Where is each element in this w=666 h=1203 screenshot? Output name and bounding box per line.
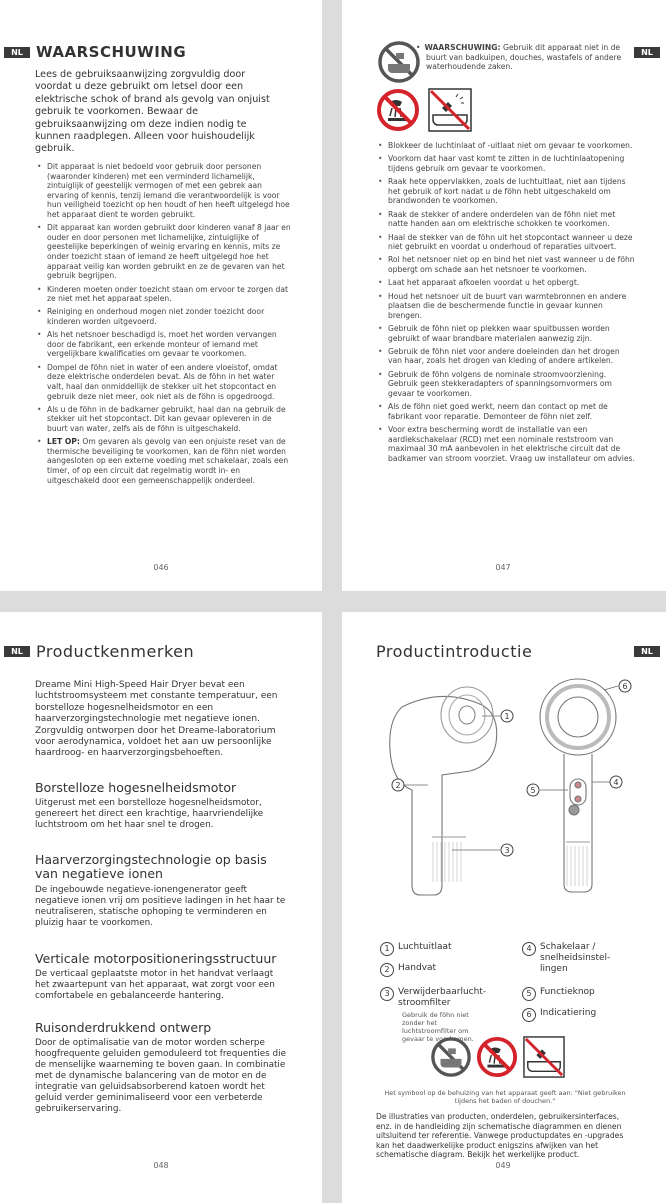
legend-label: Functieknop [540, 987, 595, 997]
legend-number: 5 [522, 987, 536, 1001]
page-number: 046 [153, 563, 169, 572]
safety-list [376, 141, 636, 467]
legend-number: 6 [522, 1008, 536, 1022]
no-bath-use-icon [377, 40, 421, 84]
disclaimer: De illustraties van producten, onderdelen, gebruikersinterfaces, enz. in de handleiding zijn schematische diagrammen en dienen uitsluitend ter referentie. Vanwege productupdates en -upgrades kan het daadwerkelijke product enigszins afwijken van het schematische diagram. Bekijk het werkelijke product. [376, 1112, 624, 1160]
warning-item [35, 307, 293, 326]
warning-item [35, 162, 293, 220]
legend-item [380, 987, 490, 1043]
warning-item-text: Kinderen moeten onder toezicht staan om ervoor te zorgen dat ze niet met het apparaat spelen. [47, 284, 288, 304]
page-title: WAARSCHUWING [36, 43, 187, 61]
legend-label: Handvat [398, 963, 437, 973]
warning-item-text: Dit apparaat is niet bedoeld voor gebruik door personen (waaronder kinderen) met een verminderd lichamelijk, zintuiglijk of geestelijk vermogen of met een gebrek aan ervaring of kennis, tenzij iemand die verantwoordelijk is voor hun veiligheid toezicht op hen houdt of hen heeft uitgelegd hoe het apparaat dient te worden gebruikt. [47, 162, 290, 219]
intro-text: Lees de gebruiksaanwijzing zorgvuldig door voordat u deze gebruikt om letsel door een elektrische schok of brand als gevolg van onjuist gebruik te voorkomen. Bewaar de gebruiksaanwijzing om deze indien nodig te kunnen raadplegen. Alleen voor huishoudelijk gebruik. [35, 69, 270, 155]
page-title: Productintroductie [376, 642, 533, 661]
no-shower-use-icon [376, 88, 420, 132]
bath-warning: • WAARSCHUWING: Gebruik dit apparaat niet in de buurt van badkuipen, douches, wastafels of andere waterhoudende zaken. [416, 43, 622, 72]
callout-2 [392, 779, 404, 791]
callout-number: 3 [504, 846, 510, 855]
warning-item [35, 363, 293, 401]
legend-item [380, 942, 480, 956]
legend-number: 3 [380, 987, 394, 1001]
no-bathtub-dryer-icon [428, 88, 472, 132]
page-049 [342, 612, 664, 1203]
section-heading: Ruisonderdrukkend ontwerp [35, 1020, 212, 1035]
legend-item [522, 1008, 622, 1022]
page-046 [0, 0, 322, 591]
callout-number: 6 [622, 682, 628, 691]
legend-label: Luchtuitlaat [398, 942, 452, 952]
legend-number: 4 [522, 942, 536, 956]
no-bathtub-dryer-icon [523, 1036, 565, 1078]
safety-item: • Rol het netsnoer niet op en bind het niet vast wanneer u de föhn opbergt om schade aan het netsnoer te voorkomen. [376, 255, 636, 274]
section-text: Uitgerust met een borstelloze hogesnelheidsmotor, genereert het direct een krachtige, haarvriendelijke luchtstroom om het haar snel te drogen. [35, 798, 264, 830]
warning-item [35, 437, 293, 485]
safety-item: • Voor extra bescherming wordt de installatie van een aardlekschakelaar (RCD) met een nominale reststroom van maximaal 30 mA aanbevolen in het elektrische circuit dat de badkamer van stroom voorziet. Vraag uw installateur om advies. [376, 425, 636, 463]
page-number: 047 [495, 563, 511, 572]
callout-1 [501, 710, 513, 722]
callout-number: 2 [395, 781, 401, 790]
safety-item: • Voorkom dat haar vast komt te zitten in de luchtinlaatopening tijdens gebruik om gevaar te voorkomen. [376, 154, 636, 173]
warning-item-text: Reiniging en onderhoud mogen niet zonder toezicht door kinderen worden uitgevoerd. [47, 307, 265, 326]
language-tag: NL [634, 47, 660, 58]
section-heading: Verticale motorpositioneringsstructuur [35, 951, 277, 966]
section-heading: Borstelloze hogesnelheidsmotor [35, 780, 237, 795]
warning-item [35, 285, 293, 304]
legend-label: Verwijderbaarlucht-stroomfilter [398, 987, 487, 1008]
warning-item-lead: LET OP: [47, 437, 80, 447]
warning-item-text: Dit apparaat kan worden gebruikt door kinderen vanaf 8 jaar en ouder en door personen met lichamelijke, zintuiglijke of geestelijke beperkingen of weinig ervaring en kennis, mits ze onder toezicht staan of iemand ze heeft uitgelegd hoe het apparaat veilig kan worden gebruikt en ze de gevaren van het gebruik begrijpen. [47, 223, 291, 281]
section-text: De ingebouwde negatieve-ionengenerator geeft negatieve ionen vrij om positieve ladingen in het haar te neutraliseren, statische ophoping te verminderen en pluizig haar te voorkomen. [35, 885, 286, 928]
callout-number: 4 [613, 778, 619, 787]
safety-item: • Laat het apparaat afkoelen voordat u het opbergt. [376, 278, 636, 288]
legend-item [522, 942, 622, 975]
legend-label: Schakelaar / snelheidsinstel-lingen [540, 942, 611, 974]
hair-dryer-diagram [342, 672, 664, 942]
warning-item-text: Als het netsnoer beschadigd is, moet het worden vervangen door de fabrikant, een erkende monteur of iemand met vergelijkbare kwalificaties om gevaar te voorkomen. [47, 330, 277, 359]
dryer-side-view [390, 687, 497, 895]
dryer-front-view [540, 679, 619, 892]
safety-item: • Haal de stekker van de föhn uit het stopcontact wanneer u deze niet gebruikt en voordat u onderhoud of reparaties uitvoert. [376, 233, 636, 252]
legend-item [522, 987, 622, 1001]
intro-text: Dreame Mini High-Speed Hair Dryer bevat een luchtstroomsysteem met constante temperatuur, een borstelloze hogesnelheidsmotor en een haarverzorgingstechnologie met negatieve ionen. Zorgvuldig ontworpen door het Dreame-laboratorium voor aerodynamica, voldoet het aan uw persoonlijke haardroog- en haarverzorgingsbehoeften. [35, 680, 278, 759]
language-tag: NL [4, 47, 30, 58]
callout-5 [527, 784, 539, 796]
warning-item-text: Dompel de föhn niet in water of een andere vloeistof, omdat deze elektrische onderdelen bevat. Als de föhn in het water valt, haal dan onmiddellijk de stekker uit het stopcontact en gebruik deze niet meer, ook niet als de föhn is opgedroogd. [47, 362, 278, 401]
callout-number: 1 [504, 712, 510, 721]
legend-number: 1 [380, 942, 394, 956]
page-number: 049 [495, 1161, 511, 1170]
legend-number: 2 [380, 963, 394, 977]
legend-item [380, 963, 480, 977]
safety-item: • Raak de stekker of andere onderdelen van de föhn niet met natte handen aan om elektrische schokken te voorkomen. [376, 210, 636, 229]
section-heading: Haarverzorgingstechnologie op basis van negatieve ionen [35, 852, 267, 881]
page-gap-horizontal [0, 591, 666, 612]
section-text: De verticaal geplaatste motor in het handvat verlaagt het zwaartepunt van het apparaat, wat zorgt voor een comfortabele en gebalanceerde hantering. [35, 969, 275, 1001]
warning-item-text: Als u de föhn in de badkamer gebruikt, haal dan na gebruik de stekker uit het stopcontact. Dit kan gevaar opleveren in de buurt van water, zelfs als de föhn is uitgeschakeld. [47, 404, 286, 433]
section-text: Door de optimalisatie van de motor worden scherpe hoogfrequente geluiden gemoduleerd tot frequenties die de menselijke waarneming te boven gaan. In combinatie met de dynamische balancering van de motor en de integratie van geluidsabsorberend katoen wordt het geluid verder geminimaliseerd voor een verbeterde gebruikerservaring. [35, 1038, 286, 1114]
safety-item: • Gebruik de föhn niet voor andere doeleinden dan het drogen van haar, zoals het drogen van kleding of andere artikelen. [376, 347, 636, 366]
no-shower-use-icon [476, 1036, 518, 1078]
page-title: Productkenmerken [36, 642, 195, 661]
callout-3 [501, 844, 513, 856]
warning-text: Gebruik dit apparaat niet in de buurt van badkuipen, douches, wastafels of andere waterhoudende zaken. [426, 43, 622, 72]
safety-item: • Raak hete oppervlakken, zoals de luchtuitlaat, niet aan tijdens het gebruik of kort nadat u de föhn hebt uitgeschakeld om brandwonden te voorkomen. [376, 177, 636, 206]
legend-note: Gebruik de föhn niet zonder het luchtstroomfilter om gevaar te voorkomen. [402, 1011, 474, 1043]
safety-item: • Gebruik de föhn niet op plekken waar spuitbussen worden gebruikt of waar brandbare materialen aanwezig zijn. [376, 324, 636, 343]
safety-item: • Houd het netsnoer uit de buurt van warmtebronnen en andere plaatsen die de beschermende functie in gevaar kunnen brengen. [376, 292, 636, 321]
warning-item [35, 223, 293, 281]
safety-item: • Gebruik de föhn volgens de nominale stroomvoorziening. Gebruik geen stekkeradapters of spanningsomvormers om gevaar te voorkomen. [376, 370, 636, 399]
page-number: 048 [153, 1161, 169, 1170]
warning-lead: WAARSCHUWING: [424, 43, 501, 52]
callout-4 [610, 776, 622, 788]
warning-list [35, 162, 293, 489]
callout-number: 5 [530, 786, 536, 795]
callout-6 [619, 680, 631, 692]
warning-item [35, 405, 293, 434]
language-tag: NL [634, 646, 660, 657]
warning-item-text: Om gevaren als gevolg van een onjuiste reset van de thermische beveiliging te voorkomen, kan de föhn niet worden aangesloten op een externe voeding met schakelaar, zoals een timer, of op een circuit dat regelmatig wordt in- en uitgeschakeld door een gemeenschappelijk onderdeel. [47, 437, 289, 485]
safety-item: • Blokkeer de luchtinlaat of -uitlaat niet om gevaar te voorkomen. [376, 141, 636, 151]
page-047 [342, 0, 664, 591]
symbol-caption: Het symbool op de behuizing van het apparaat geeft aan: "Niet gebruiken tijdens het baden of douchen." [384, 1089, 626, 1105]
no-bath-use-icon [430, 1036, 472, 1078]
safety-item: • Als de föhn niet goed werkt, neem dan contact op met de fabrikant voor reparatie. Demonteer de föhn niet zelf. [376, 402, 636, 421]
legend-label: Indicatiering [540, 1008, 597, 1018]
language-tag: NL [4, 646, 30, 657]
page-048 [0, 612, 322, 1203]
warning-item [35, 330, 293, 359]
